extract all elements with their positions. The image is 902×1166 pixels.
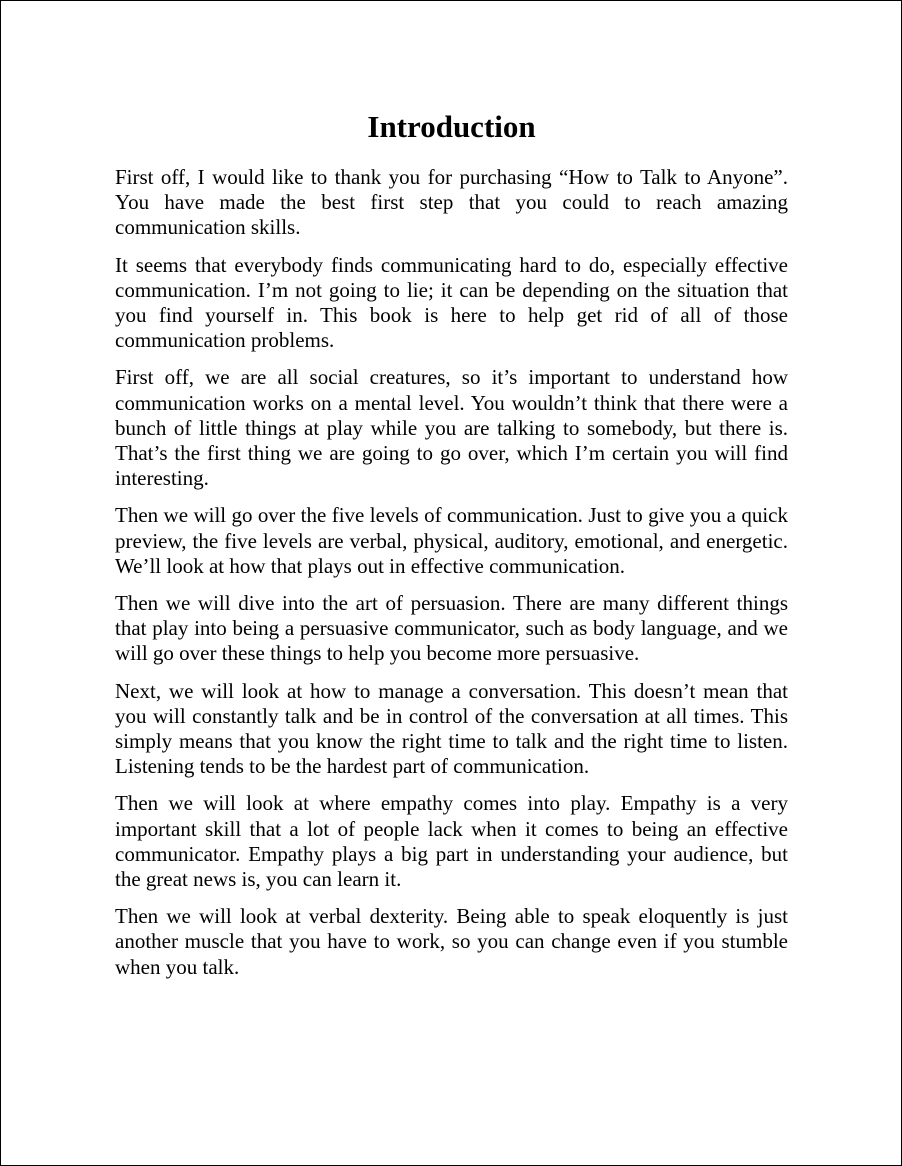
paragraph-8: Then we will look at verbal dexterity. Being able to speak eloquently is just another muscle that you have to work, so you can change even if you stumble when you talk. <box>115 904 788 979</box>
paragraph-3: First off, we are all social creatures, so it’s important to understand how communication works on a mental level. You wouldn’t think that there were a bunch of little things at play while you are talking to somebody, but there is. That’s the first thing we are going to go over, which I’m certain you will find interesting. <box>115 365 788 491</box>
paragraph-2: It seems that everybody finds communicating hard to do, especially effective communication. I’m not going to lie; it can be depending on the situation that you find yourself in. This book is here to help get rid of all of those communication problems. <box>115 252 788 353</box>
paragraph-6: Next, we will look at how to manage a conversation. This doesn’t mean that you will constantly talk and be in control of the conversation at all times. This simply means that you know the right time to talk and the right time to listen. Listening tends to be the hardest part of communication. <box>115 678 788 779</box>
paragraph-1: First off, I would like to thank you for purchasing “How to Talk to Anyone”. You have made the best first step that you could to reach amazing communication skills. <box>115 165 788 240</box>
paragraph-7: Then we will look at where empathy comes into play. Empathy is a very important skill that a lot of people lack when it comes to being an effective communicator. Empathy plays a big part in understanding your audience, but the great news is, you can learn it. <box>115 791 788 892</box>
page-title: Introduction <box>367 109 536 144</box>
paragraph-4: Then we will go over the five levels of communication. Just to give you a quick preview, the five levels are verbal, physical, auditory, emotional, and energetic. We’ll look at how that plays out in effective communication. <box>115 503 788 578</box>
paragraph-5: Then we will dive into the art of persuasion. There are many different things that play into being a persuasive communicator, such as body language, and we will go over these things to help you become more persuasive. <box>115 591 788 666</box>
page-content <box>115 107 788 992</box>
